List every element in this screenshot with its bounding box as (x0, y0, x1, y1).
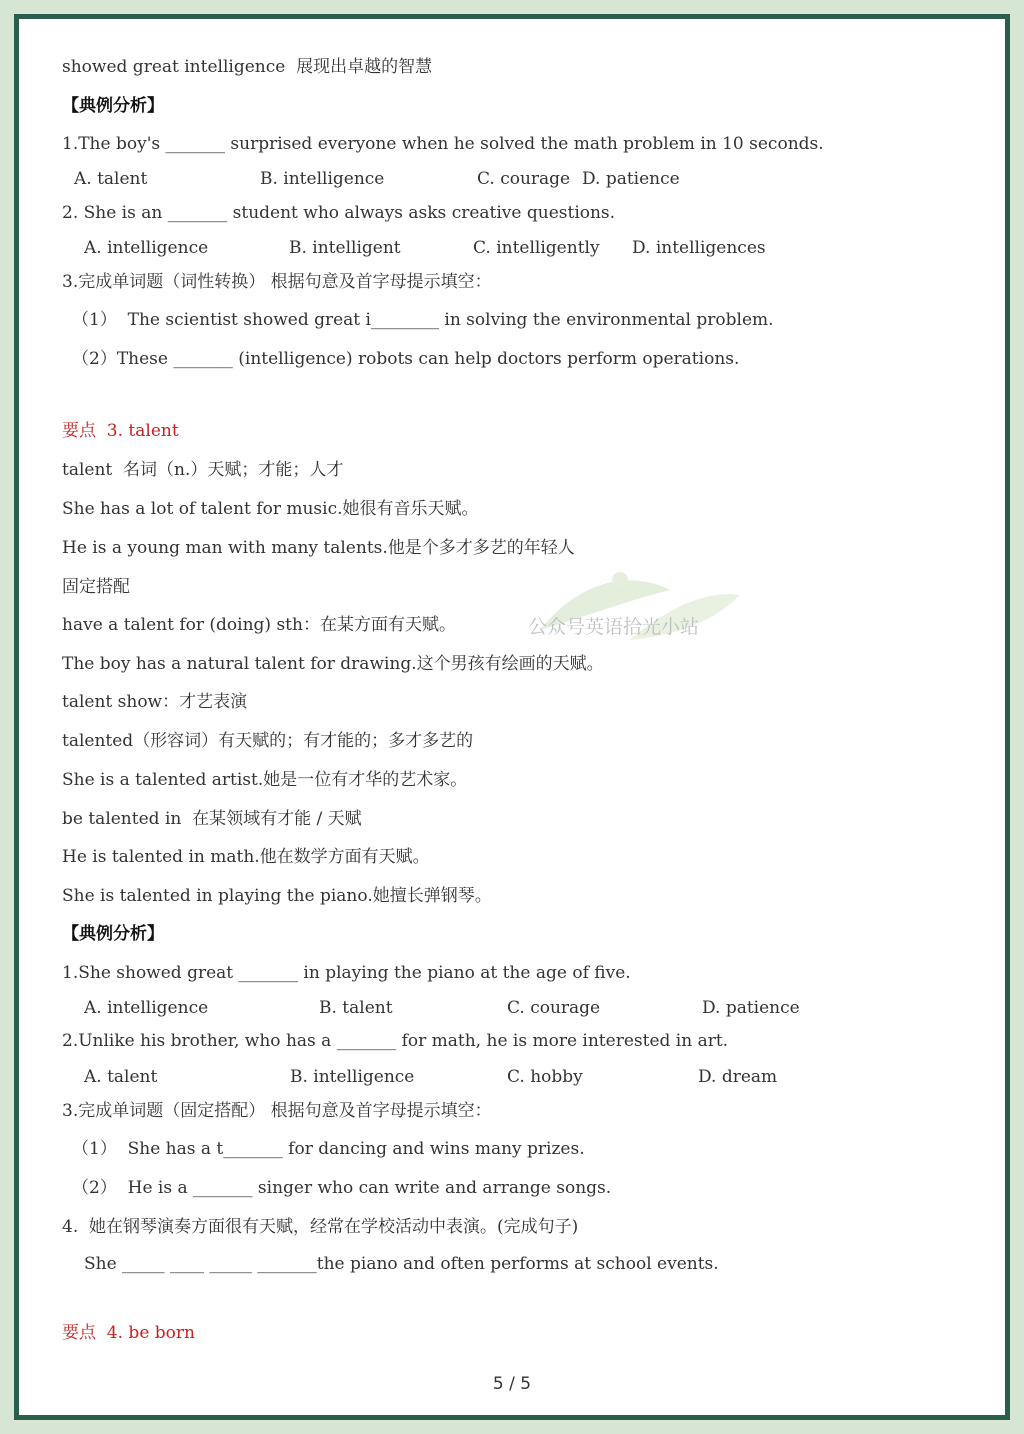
option-b: B. intelligence (290, 1067, 415, 1087)
phrase-line: showed great intelligence 展现出卓越的智慧 (62, 57, 433, 77)
question-4: 4. 她在钢琴演奏方面很有天赋，经常在学校活动中表演。(完成句子) (62, 1217, 579, 1237)
question-1: 1.She showed great _______ in playing the piano at the age of five. (62, 963, 631, 983)
collocation-line: be talented in 在某领域有才能 / 天赋 (62, 809, 362, 829)
option-b: B. talent (319, 998, 393, 1018)
page-frame (14, 14, 1010, 1420)
option-a: A. talent (74, 169, 148, 189)
section-heading-example: 【典例分析】 (62, 96, 164, 116)
definition-line: talented（形容词）有天赋的；有才能的；多才多艺的 (62, 731, 474, 751)
key-point-heading: 要点 3. talent (62, 421, 179, 441)
option-b: B. intelligent (289, 238, 401, 258)
question-2: 2.Unlike his brother, who has a _______ for math, he is more interested in art. (62, 1031, 729, 1051)
option-d: D. patience (582, 169, 680, 189)
subquestion-2: （2）These _______ (intelligence) robots can help doctors perform operations. (72, 349, 740, 369)
subquestion-2: （2） He is a _______ singer who can write and arrange songs. (72, 1178, 612, 1198)
option-b: B. intelligence (260, 169, 385, 189)
page-number: 5 / 5 (492, 1374, 532, 1394)
option-d: D. dream (698, 1067, 778, 1087)
example-line: He is a young man with many talents.他是个多才多艺的年轻人 (62, 538, 575, 558)
option-a: A. intelligence (84, 238, 209, 258)
key-point-heading: 要点 4. be born (62, 1323, 195, 1343)
collocation-line: have a talent for (doing) sth：在某方面有天赋。 (62, 615, 456, 635)
collocation-heading: 固定搭配 (62, 577, 130, 597)
option-c: C. hobby (507, 1067, 583, 1087)
collocation-line: talent show：才艺表演 (62, 692, 248, 712)
question-1: 1.The boy's _______ surprised everyone when he solved the math problem in 10 seconds. (62, 134, 824, 154)
option-c: C. courage (477, 169, 571, 189)
example-line: The boy has a natural talent for drawing.这个男孩有绘画的天赋。 (62, 654, 604, 674)
option-a: A. intelligence (84, 998, 209, 1018)
subquestion-1: （1） The scientist showed great i________ in solving the environmental problem. (72, 310, 774, 330)
subquestion-1: （1） She has a t_______ for dancing and wins many prizes. (72, 1139, 585, 1159)
question-3: 3.完成单词题（固定搭配） 根据句意及首字母提示填空： (62, 1101, 492, 1121)
option-c: C. intelligently (473, 238, 600, 258)
option-c: C. courage (507, 998, 601, 1018)
example-line: She is a talented artist.她是一位有才华的艺术家。 (62, 770, 468, 790)
example-line: She has a lot of talent for music.她很有音乐天赋。 (62, 499, 479, 519)
question-4-answer: She _____ ____ _____ _______the piano and often performs at school events. (84, 1254, 719, 1274)
question-2: 2. She is an _______ student who always asks creative questions. (62, 203, 616, 223)
option-a: A. talent (84, 1067, 158, 1087)
example-line: He is talented in math.他在数学方面有天赋。 (62, 847, 430, 867)
definition-line: talent 名词（n.）天赋；才能；人才 (62, 460, 344, 480)
question-3: 3.完成单词题（词性转换） 根据句意及首字母提示填空： (62, 272, 492, 292)
watermark-text: 公众号英语拾光小站 (528, 616, 700, 638)
option-d: D. patience (702, 998, 800, 1018)
option-d: D. intelligences (632, 238, 766, 258)
example-line: She is talented in playing the piano.她擅长弹钢琴。 (62, 886, 492, 906)
section-heading-example: 【典例分析】 (62, 924, 164, 944)
